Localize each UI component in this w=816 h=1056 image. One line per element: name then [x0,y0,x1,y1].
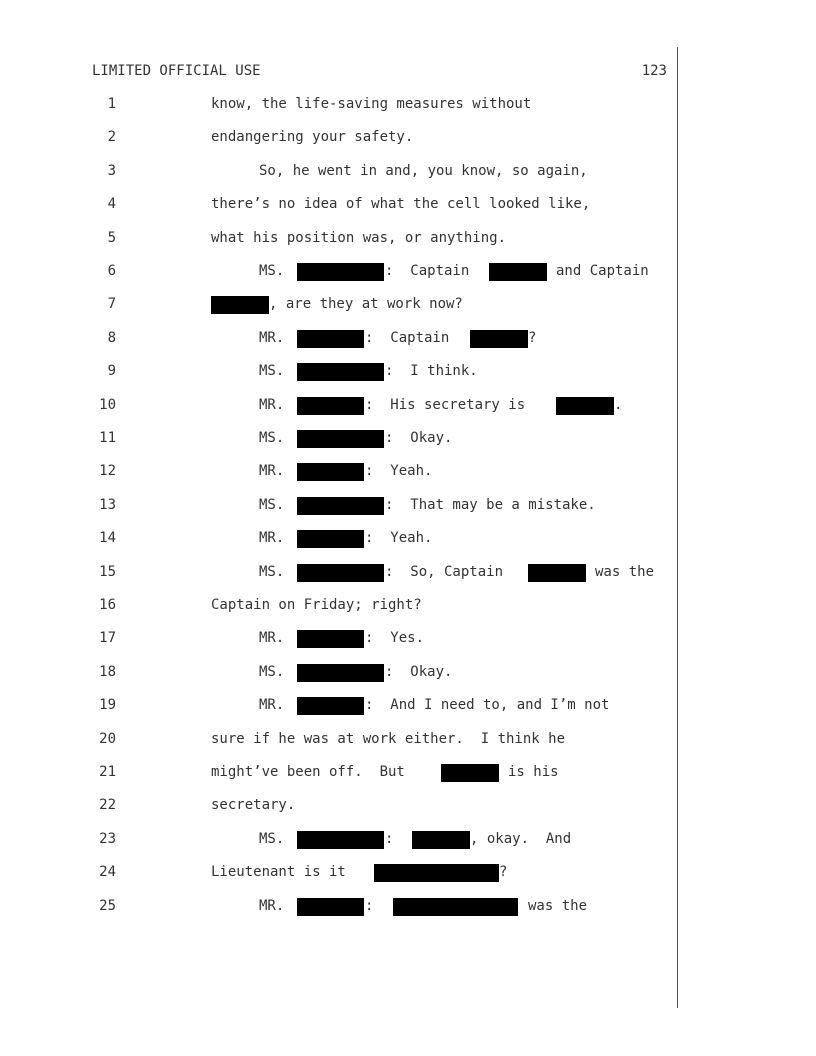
line-number: 6 [107,263,116,279]
transcript-text: So, he went in and, you know, so again, [259,163,588,179]
redaction-block [297,664,384,682]
transcript-text: , okay. And [470,831,572,847]
transcript-text: : Captain [385,263,470,279]
transcript-text: : Captain [365,330,450,346]
redaction-block [297,497,384,515]
transcript-text: was the [595,564,655,580]
transcript-text: know, the life-saving measures without [211,96,532,112]
line-number: 8 [107,330,116,346]
redaction-block [297,363,384,381]
redaction-block [441,764,499,782]
redaction-block [393,898,518,916]
line-number: 2 [107,129,116,145]
transcript-text: MR. [259,397,285,413]
transcript-text: MR. [259,530,285,546]
transcript-text: secretary. [211,797,296,813]
redaction-block [297,630,364,648]
transcript-text: MR. [259,630,285,646]
transcript-text: . [614,397,623,413]
transcript-text: : [365,898,374,914]
line-number: 5 [107,230,116,246]
transcript-text: ? [528,330,537,346]
transcript-text: MS. [259,664,285,680]
line-number: 11 [99,430,116,446]
transcript-text: MS. [259,430,285,446]
transcript-text: MS. [259,831,285,847]
line-number: 19 [99,697,116,713]
transcript-text: MR. [259,330,285,346]
line-number: 3 [107,163,116,179]
transcript-text: MR. [259,697,285,713]
right-margin-rule [677,47,678,1008]
line-number: 25 [99,898,116,914]
transcript-text: : That may be a mistake. [385,497,596,513]
transcript-text: : So, Captain [385,564,504,580]
line-number: 17 [99,630,116,646]
redaction-block [556,397,614,415]
transcript-text: there’s no idea of what the cell looked like, [211,196,591,212]
transcript-text: : Yeah. [365,463,433,479]
transcript-text: MR. [259,463,285,479]
transcript-text: might’ve been off. But [211,764,405,780]
redaction-block [297,697,364,715]
redaction-block [211,296,269,314]
transcript-text: : And I need to, and I’m not [365,697,610,713]
line-number: 1 [107,96,116,112]
redaction-block [297,564,384,582]
line-number: 13 [99,497,116,513]
transcript-text: : [385,831,394,847]
line-number: 21 [99,764,116,780]
redaction-block [412,831,470,849]
page-number: 123 [641,63,667,79]
transcript-text: Captain on Friday; right? [211,597,422,613]
line-number: 20 [99,731,116,747]
line-number: 15 [99,564,116,580]
redaction-block [297,263,384,281]
transcript-text: what his position was, or anything. [211,230,507,246]
transcript-text: : Yes. [365,630,425,646]
redaction-block [297,430,384,448]
transcript-text: MS. [259,564,285,580]
line-number: 12 [99,463,116,479]
redaction-block [528,564,586,582]
transcript-text: was the [528,898,588,914]
transcript-text: sure if he was at work either. I think he [211,731,566,747]
redaction-block [297,330,364,348]
redaction-block [297,463,364,481]
line-number: 22 [99,797,116,813]
transcript-text: : I think. [385,363,478,379]
transcript-text: Lieutenant is it [211,864,346,880]
line-number: 7 [107,296,116,312]
line-number: 4 [107,196,116,212]
line-number: 24 [99,864,116,880]
transcript-text: : Okay. [385,664,453,680]
line-number: 9 [107,363,116,379]
line-number: 14 [99,530,116,546]
line-number: 10 [99,397,116,413]
transcript-text: and Captain [556,263,649,279]
redaction-block [489,263,547,281]
classification-header: LIMITED OFFICIAL USE [92,63,261,79]
line-number: 23 [99,831,116,847]
transcript-text: ? [499,864,508,880]
transcript-text: endangering your safety. [211,129,414,145]
transcript-text: MS. [259,497,285,513]
redaction-block [374,864,499,882]
redaction-block [297,530,364,548]
transcript-text: : His secretary is [365,397,526,413]
redaction-block [297,898,364,916]
transcript-text: MR. [259,898,285,914]
transcript-text: : Yeah. [365,530,433,546]
redaction-block [297,397,364,415]
redaction-block [470,330,528,348]
line-number: 16 [99,597,116,613]
transcript-text: is his [508,764,559,780]
transcript-text: : Okay. [385,430,453,446]
transcript-text: MS. [259,363,285,379]
redaction-block [297,831,384,849]
line-number: 18 [99,664,116,680]
transcript-text: , are they at work now? [269,296,463,312]
transcript-text: MS. [259,263,285,279]
